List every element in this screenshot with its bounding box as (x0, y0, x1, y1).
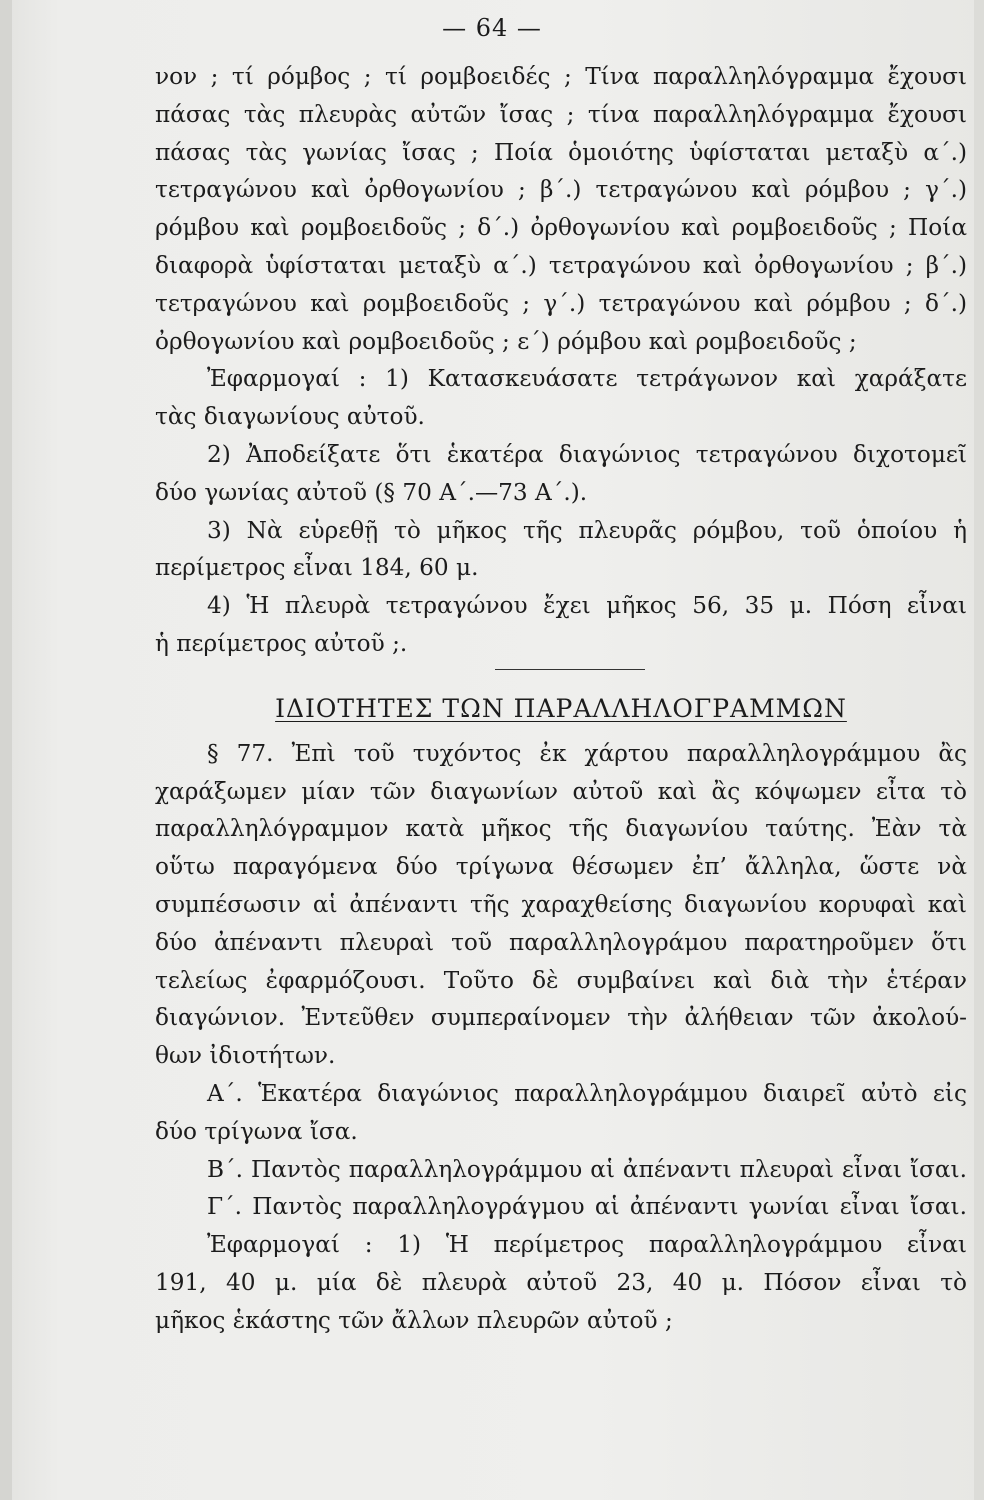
text-line: Ἐφαρμογαί : 1) Κατασκευάσατε τετράγωνον καὶ χαράξατε (207, 365, 967, 393)
page-left-edge (0, 0, 12, 1500)
text-line: Γ΄. Παντὸς παραλληλογράγμου αἱ ἀπέναντι γωνίαι εἶναι ἴσαι. (207, 1193, 967, 1221)
text-line: παραλληλόγραμμον κατὰ μῆκος τῆς διαγωνίου ταύτης. Ἐὰν τὰ (155, 815, 967, 843)
parallelogram-properties-section (155, 735, 967, 1340)
text-line: νον ; τί ρόμβος ; τί ρομβοειδές ; Τίνα παραλληλόγραμμα ἔχουσι (155, 63, 967, 90)
text-line: 191, 40 μ. μία δὲ πλευρὰ αὐτοῦ 23, 40 μ. Πόσον εἶναι τὸ (155, 1268, 967, 1296)
text-line: οὕτω παραγόμενα δύο τρίγωνα θέσωμεν ἐπ’ ἄλληλα, ὥστε νὰ (155, 853, 967, 881)
page-body (155, 58, 967, 1340)
questions-and-exercises (155, 58, 967, 663)
text-line: 4) Ἡ πλευρὰ τετραγώνου ἔχει μῆκος 56, 35 μ. Πόση εἶναι (207, 592, 967, 620)
text-line: συμπέσωσιν αἱ ἀπέναντι τῆς χαραχθείσης διαγωνίου κορυφαὶ καὶ (155, 890, 967, 918)
text-line: δύο τρίγωνα ἴσα. (155, 1117, 358, 1145)
text-line: 2) Ἀποδείξατε ὅτι ἑκατέρα διαγώνιος τετραγώνου διχοτομεῖ (207, 440, 967, 468)
page-right-edge (974, 0, 984, 1500)
text-line: 3) Νὰ εὑρεθῇ τὸ μῆκος τῆς πλευρᾶς ρόμβου, τοῦ ὁποίου ἡ (207, 516, 967, 544)
text-line: δύο γωνίας αὐτοῦ (§ 70 Α΄.—73 Α΄.). (155, 478, 588, 506)
divider-rule (495, 669, 645, 670)
text-line: τελείως ἐφαρμόζουσι. Τοῦτο δὲ συμβαίνει καὶ διὰ τὴν ἑτέραν (155, 966, 967, 994)
text-line: ρόμβου καὶ ρομβοειδοῦς ; δ΄.) ὀρθογωνίου καὶ ρομβοειδοῦς ; Ποία (155, 214, 967, 242)
text-line: θων ἰδιοτήτων. (155, 1042, 336, 1070)
text-line: πάσας τὰς γωνίας ἴσας ; Ποία ὁμοιότης ὑφίσταται μεταξὺ α΄.) (155, 138, 967, 166)
text-line: Β΄. Παντὸς παραλληλογράμμου αἱ ἀπέναντι πλευραὶ εἶναι ἴσαι. (207, 1155, 967, 1183)
section-divider (155, 663, 967, 687)
text-line: τετραγώνου καὶ ρομβοειδοῦς ; γ΄.) τετραγώνου καὶ ρόμβου ; δ΄.) (155, 289, 967, 317)
text-line: διαφορὰ ὑφίσταται μεταξὺ α΄.) τετραγώνου καὶ ὀρθογωνίου ; β΄.) (155, 251, 967, 279)
page-number: — 64 — (442, 14, 542, 42)
section-heading: ΙΔΙΟΤΗΤΕΣ ΤΩΝ ΠΑΡΑΛΛΗΛΟΓΡΑΜΜΩΝ (275, 693, 847, 723)
text-line: χαράξωμεν μίαν τῶν διαγωνίων αὐτοῦ καὶ ἂς κόψωμεν εἶτα τὸ (155, 777, 967, 805)
text-line: πάσας τὰς πλευρὰς αὐτῶν ἴσας ; τίνα παραλληλόγραμμα ἔχουσι (155, 100, 967, 128)
text-line: μῆκος ἑκάστης τῶν ἄλλων πλευρῶν αὐτοῦ ; (155, 1306, 673, 1334)
text-line: δύο ἀπέναντι πλευραὶ τοῦ παραλληλογράμου παρατηροῦμεν ὅτι (155, 928, 967, 956)
text-line: ἡ περίμετρος αὐτοῦ ;. (155, 629, 408, 657)
text-line: Α΄. Ἑκατέρα διαγώνιος παραλληλογράμμου διαιρεῖ αὐτὸ εἰς (207, 1079, 967, 1107)
text-line: Ἐφαρμογαί : 1) Ἡ περίμετρος παραλληλογράμμου εἶναι (207, 1231, 967, 1259)
text-line: τετραγώνου καὶ ὀρθογωνίου ; β΄.) τετραγώνου καὶ ρόμβου ; γ΄.) (155, 176, 967, 204)
text-line: περίμετρος εἶναι 184, 60 μ. (155, 554, 479, 582)
text-line: ὀρθογωνίου καὶ ρομβοειδοῦς ; ε΄) ρόμβου καὶ ρομβοειδοῦς ; (155, 327, 857, 355)
text-line: § 77. Ἐπὶ τοῦ τυχόντος ἐκ χάρτου παραλληλογράμμου ἂς (207, 739, 967, 767)
text-line: τὰς διαγωνίους αὐτοῦ. (155, 403, 425, 431)
text-line: διαγώνιον. Ἐντεῦθεν συμπεραίνομεν τὴν ἀλήθειαν τῶν ἀκολού- (155, 1004, 967, 1032)
